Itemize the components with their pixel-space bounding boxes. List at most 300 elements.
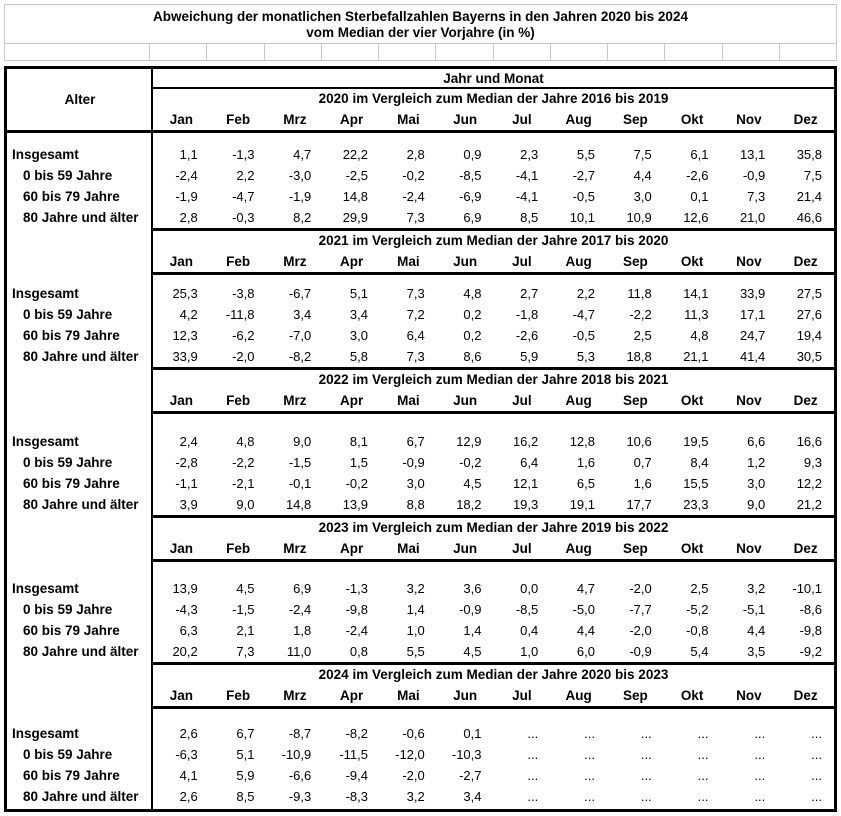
value-cell: 27,6	[796, 307, 822, 322]
page	[0, 4, 841, 816]
value-cell: 3,4	[463, 789, 482, 804]
value-cell: 6,4	[520, 455, 539, 470]
value-cell: 1,8	[293, 623, 312, 638]
value-cell: -4,1	[515, 168, 539, 183]
value-cell: 33,9	[172, 349, 198, 364]
value-cell: 14,1	[683, 286, 709, 301]
value-cell: 1,4	[463, 623, 482, 638]
gridline-cell	[779, 44, 836, 60]
month-label: Dez	[793, 112, 818, 127]
data-block-2020	[7, 133, 834, 228]
value-cell: -10,1	[792, 581, 822, 596]
row-label: Insgesamt	[12, 581, 79, 596]
value-cell: 6,1	[690, 147, 709, 162]
value-cell: 1,1	[179, 147, 198, 162]
row-label: 60 bis 79 Jahre	[23, 623, 120, 638]
value-cell: -8,5	[459, 168, 482, 183]
section-title-2024: 2024 im Vergleich zum Median der Jahre 2020 bis 2023	[318, 667, 669, 682]
value-cell: 3,2	[406, 581, 425, 596]
month-label: Nov	[736, 541, 762, 556]
value-cell: -7,7	[629, 602, 652, 617]
gridline-cell	[378, 44, 435, 60]
value-cell: 8,5	[236, 789, 255, 804]
value-cell: 21,0	[739, 210, 766, 225]
month-label: Nov	[736, 393, 762, 408]
value-cell: -2,4	[288, 602, 312, 617]
row-label: 0 bis 59 Jahre	[23, 455, 113, 470]
value-cell: 11,3	[684, 307, 709, 322]
section-title-2021: 2021 im Vergleich zum Median der Jahre 2017 bis 2020	[318, 233, 669, 248]
value-cell: -2,4	[402, 189, 425, 204]
month-label: Sep	[622, 541, 648, 556]
value-cell: -9,8	[799, 623, 822, 638]
value-cell: -3,0	[288, 168, 312, 183]
value-cell: -5,0	[572, 602, 595, 617]
value-cell: 19,3	[512, 497, 539, 512]
value-cell: 22,2	[342, 147, 368, 162]
gridline-cell	[493, 44, 550, 60]
value-cell: 4,4	[633, 168, 652, 183]
month-label: Aug	[565, 541, 592, 556]
value-cell: -0,5	[572, 328, 595, 343]
value-cell: 7,3	[406, 210, 425, 225]
value-cell: 9,0	[236, 497, 255, 512]
value-cell: 8,8	[406, 497, 425, 512]
value-cell: ...	[754, 789, 766, 804]
value-cell: 6,3	[179, 623, 198, 638]
value-cell: 3,4	[349, 307, 368, 322]
value-cell: 7,3	[406, 286, 425, 301]
month-label: Jun	[453, 112, 478, 127]
table-row	[7, 786, 834, 807]
value-cell: 3,0	[633, 189, 652, 204]
value-cell: 17,7	[626, 497, 652, 512]
value-cell: ...	[754, 747, 766, 762]
value-cell: -2,0	[232, 349, 255, 364]
value-cell: 4,5	[463, 476, 482, 491]
value-cell: 9,0	[747, 497, 766, 512]
row-label: 0 bis 59 Jahre	[23, 168, 113, 183]
value-cell: 11,0	[286, 644, 312, 659]
value-cell: ...	[640, 768, 652, 783]
value-cell: -2,2	[629, 307, 652, 322]
value-cell: -2,5	[345, 168, 368, 183]
month-label: Okt	[680, 688, 704, 703]
section-head-2021	[153, 228, 834, 275]
value-cell: -0,6	[402, 726, 425, 741]
value-cell: 0,2	[463, 307, 482, 322]
value-cell: 10,9	[626, 210, 652, 225]
value-cell: 4,1	[179, 768, 198, 783]
months-row	[153, 109, 834, 130]
table-row	[7, 765, 834, 786]
value-cell: 2,2	[576, 286, 595, 301]
value-cell: -2,0	[629, 623, 652, 638]
table-row	[7, 744, 834, 765]
value-cell: -5,2	[686, 602, 709, 617]
month-label: Sep	[622, 688, 648, 703]
gridline-cell	[435, 44, 492, 60]
table-row	[7, 578, 834, 599]
age-column-divider	[151, 69, 153, 809]
table-row	[7, 494, 834, 515]
value-cell: -4,7	[572, 307, 595, 322]
data-block-2024	[7, 709, 834, 807]
table-row	[7, 144, 834, 165]
section-head-2023	[153, 515, 834, 562]
value-cell: 1,0	[406, 623, 425, 638]
value-cell: 0,1	[463, 726, 482, 741]
section-title-2023: 2023 im Vergleich zum Median der Jahre 2019 bis 2022	[318, 520, 669, 535]
value-cell: -0,3	[232, 210, 255, 225]
month-label: Mai	[397, 393, 420, 408]
value-cell: 0,0	[520, 581, 539, 596]
value-cell: ...	[584, 768, 595, 783]
value-cell: 18,2	[456, 497, 482, 512]
value-cell: 0,4	[520, 623, 539, 638]
value-cell: -9,8	[345, 602, 368, 617]
value-cell: -0,2	[459, 455, 482, 470]
month-label: Okt	[680, 393, 704, 408]
value-cell: -2,1	[232, 476, 255, 491]
month-label: Nov	[736, 688, 762, 703]
value-cell: ...	[754, 768, 766, 783]
month-label: Apr	[340, 541, 364, 556]
value-cell: 13,1	[739, 147, 766, 162]
value-cell: 21,4	[796, 189, 822, 204]
value-cell: 3,0	[406, 476, 425, 491]
value-cell: ...	[697, 768, 709, 783]
table-row	[7, 325, 834, 346]
value-cell: -0,2	[345, 476, 368, 491]
value-cell: 9,0	[293, 434, 312, 449]
value-cell: -1,9	[175, 189, 198, 204]
value-cell: -8,6	[799, 602, 822, 617]
value-cell: -6,9	[459, 189, 482, 204]
value-cell: 6,7	[236, 726, 255, 741]
month-label: Mrz	[283, 393, 307, 408]
month-label: Jul	[512, 254, 532, 269]
value-cell: 1,0	[520, 644, 539, 659]
section-title-2022: 2022 im Vergleich zum Median der Jahre 2018 bis 2021	[318, 372, 669, 387]
gridline-cell	[149, 44, 206, 60]
value-cell: 7,2	[406, 307, 425, 322]
value-cell: 3,6	[463, 581, 482, 596]
value-cell: 29,9	[342, 210, 368, 225]
month-label: Jan	[169, 541, 193, 556]
value-cell: -9,2	[799, 644, 822, 659]
month-label: Mrz	[283, 254, 307, 269]
value-cell: -0,9	[402, 455, 425, 470]
value-cell: 12,1	[512, 476, 539, 491]
value-cell: 4,2	[179, 307, 198, 322]
value-cell: 2,2	[236, 168, 255, 183]
row-label: 60 bis 79 Jahre	[23, 768, 120, 783]
value-cell: -10,3	[451, 747, 482, 762]
value-cell: 2,8	[179, 210, 198, 225]
month-label: Jun	[453, 254, 478, 269]
value-cell: -2,6	[515, 328, 539, 343]
value-cell: ...	[527, 768, 539, 783]
month-label: Feb	[226, 688, 251, 703]
value-cell: -2,4	[175, 168, 198, 183]
month-label: Aug	[565, 112, 592, 127]
value-cell: -8,2	[345, 726, 368, 741]
value-cell: ...	[584, 789, 595, 804]
month-label: Sep	[622, 254, 648, 269]
value-cell: ...	[527, 789, 539, 804]
value-cell: 12,3	[172, 328, 198, 343]
value-cell: 6,9	[463, 210, 482, 225]
mortality-table	[4, 66, 837, 812]
table-row	[7, 186, 834, 207]
spreadsheet-gridline-row	[4, 44, 837, 61]
row-label: 0 bis 59 Jahre	[23, 747, 113, 762]
value-cell: 3,0	[747, 476, 766, 491]
month-label: Okt	[680, 254, 704, 269]
value-cell: 6,5	[576, 476, 595, 491]
value-cell: -2,0	[629, 581, 652, 596]
month-label: Sep	[622, 393, 648, 408]
row-label: 0 bis 59 Jahre	[23, 602, 113, 617]
value-cell: -9,4	[345, 768, 368, 783]
month-label: Nov	[736, 254, 762, 269]
value-cell: 19,5	[683, 434, 709, 449]
value-cell: 2,5	[633, 328, 652, 343]
value-cell: 6,4	[406, 328, 425, 343]
gridline-cell	[5, 44, 149, 60]
value-cell: -1,9	[288, 189, 312, 204]
value-cell: 4,7	[576, 581, 595, 596]
value-cell: 2,5	[690, 581, 709, 596]
value-cell: -0,5	[572, 189, 595, 204]
table-row	[7, 346, 834, 367]
value-cell: -4,7	[232, 189, 255, 204]
table-row	[7, 620, 834, 641]
gridline-cell	[664, 44, 721, 60]
value-cell: -6,3	[175, 747, 198, 762]
value-cell: -4,1	[515, 189, 539, 204]
month-label: Feb	[226, 254, 251, 269]
value-cell: 1,6	[633, 476, 652, 491]
table-row	[7, 207, 834, 228]
value-cell: ...	[527, 747, 539, 762]
months-row	[153, 390, 834, 411]
value-cell: -0,9	[629, 644, 652, 659]
value-cell: -8,7	[288, 726, 312, 741]
value-cell: 14,8	[285, 497, 312, 512]
month-label: Apr	[340, 112, 364, 127]
value-cell: ...	[584, 747, 595, 762]
table-row	[7, 283, 834, 304]
value-cell: 0,9	[463, 147, 482, 162]
value-cell: 2,1	[236, 623, 255, 638]
value-cell: 3,2	[406, 789, 425, 804]
value-cell: -3,8	[232, 286, 255, 301]
value-cell: ...	[527, 726, 539, 741]
value-cell: 19,1	[569, 497, 595, 512]
month-label: Aug	[565, 688, 592, 703]
month-label: Feb	[226, 112, 251, 127]
value-cell: 5,9	[236, 768, 255, 783]
value-cell: -11,8	[225, 307, 255, 322]
value-cell: 2,4	[179, 434, 198, 449]
row-label: 80 Jahre und älter	[23, 349, 139, 364]
month-label: Jun	[453, 688, 478, 703]
month-label: Apr	[340, 254, 364, 269]
data-block-2022	[7, 414, 834, 515]
table-row	[7, 452, 834, 473]
value-cell: -8,3	[345, 789, 368, 804]
value-cell: 7,3	[236, 644, 255, 659]
value-cell: 11,8	[627, 286, 652, 301]
value-cell: 16,2	[512, 434, 539, 449]
title-line-1: Abweichung der monatlichen Sterbefallzahlen Bayerns in den Jahren 2020 bis 2024	[153, 9, 688, 24]
value-cell: -6,6	[288, 768, 312, 783]
value-cell: -0,1	[288, 476, 312, 491]
value-cell: -1,8	[515, 307, 539, 322]
value-cell: 7,3	[406, 349, 425, 364]
value-cell: ...	[811, 726, 822, 741]
value-cell: ...	[640, 726, 652, 741]
value-cell: -2,6	[686, 168, 709, 183]
value-cell: 15,5	[683, 476, 709, 491]
value-cell: -0,9	[459, 602, 482, 617]
month-label: Mrz	[283, 112, 307, 127]
value-cell: 0,1	[690, 189, 709, 204]
value-cell: -2,7	[572, 168, 595, 183]
row-label: Insgesamt	[12, 286, 79, 301]
sections-container	[7, 133, 834, 807]
value-cell: 13,9	[172, 581, 198, 596]
value-cell: 7,3	[747, 189, 766, 204]
value-cell: 21,1	[683, 349, 709, 364]
value-cell: 4,4	[576, 623, 595, 638]
value-cell: 4,8	[236, 434, 255, 449]
value-cell: 4,4	[747, 623, 766, 638]
value-cell: -0,2	[402, 168, 425, 183]
value-cell: 7,5	[803, 168, 822, 183]
value-cell: -0,8	[686, 623, 709, 638]
value-cell: 12,6	[683, 210, 709, 225]
section-title-2020: 2020 im Vergleich zum Median der Jahre 2016 bis 2019	[318, 91, 669, 106]
row-label: Insgesamt	[12, 147, 79, 162]
month-label: Mrz	[283, 688, 307, 703]
value-cell: 10,1	[569, 210, 595, 225]
value-cell: 33,9	[739, 286, 766, 301]
month-label: Apr	[340, 688, 364, 703]
value-cell: ...	[697, 726, 709, 741]
value-cell: 3,0	[349, 328, 368, 343]
value-cell: 35,8	[796, 147, 822, 162]
value-cell: 3,9	[179, 497, 198, 512]
value-cell: -4,3	[175, 602, 198, 617]
value-cell: 6,9	[293, 581, 312, 596]
month-label: Jan	[169, 393, 193, 408]
value-cell: 21,2	[796, 497, 822, 512]
value-cell: ...	[697, 747, 709, 762]
value-cell: ...	[754, 726, 766, 741]
value-cell: ...	[811, 789, 822, 804]
value-cell: 6,6	[747, 434, 766, 449]
value-cell: 12,2	[796, 476, 822, 491]
value-cell: 6,7	[406, 434, 425, 449]
value-cell: -0,9	[742, 168, 766, 183]
value-cell: 12,9	[456, 434, 482, 449]
row-label: 0 bis 59 Jahre	[23, 307, 113, 322]
month-label: Mai	[397, 254, 420, 269]
value-cell: 5,3	[576, 349, 595, 364]
value-cell: 41,4	[739, 349, 766, 364]
row-label: 60 bis 79 Jahre	[23, 328, 120, 343]
value-cell: 8,2	[293, 210, 312, 225]
value-cell: 16,6	[796, 434, 822, 449]
value-cell: -9,3	[288, 789, 312, 804]
row-label: 80 Jahre und älter	[23, 644, 139, 659]
month-label: Jun	[453, 393, 478, 408]
value-cell: ...	[640, 789, 652, 804]
table-row	[7, 165, 834, 186]
value-cell: 1,6	[576, 455, 595, 470]
value-cell: 3,2	[747, 581, 766, 596]
value-cell: -1,1	[175, 476, 198, 491]
table-header	[7, 69, 834, 133]
month-label: Jul	[512, 688, 532, 703]
value-cell: 5,9	[520, 349, 539, 364]
gridline-cell	[264, 44, 321, 60]
month-label: Mai	[397, 688, 420, 703]
value-cell: 2,3	[520, 147, 539, 162]
title-line-2: vom Median der vier Vorjahre (in %)	[306, 25, 535, 40]
value-cell: 17,1	[739, 307, 766, 322]
data-block-2023	[7, 562, 834, 662]
value-cell: -2,0	[402, 768, 425, 783]
month-label: Jul	[512, 112, 532, 127]
value-cell: -10,9	[281, 747, 312, 762]
value-cell: 2,6	[179, 726, 198, 741]
value-cell: -1,5	[288, 455, 312, 470]
row-label: Insgesamt	[12, 726, 79, 741]
value-cell: 0,7	[633, 455, 652, 470]
value-cell: 12,8	[569, 434, 595, 449]
row-label: 80 Jahre und älter	[23, 210, 139, 225]
months-row	[153, 251, 834, 272]
month-label: Apr	[340, 393, 364, 408]
month-header-block	[153, 69, 834, 130]
value-cell: 8,5	[520, 210, 539, 225]
value-cell: 1,5	[349, 455, 368, 470]
value-cell: -2,8	[175, 455, 198, 470]
value-cell: 5,1	[349, 286, 368, 301]
month-label: Jul	[512, 541, 532, 556]
value-cell: 4,8	[463, 286, 482, 301]
value-cell: -8,2	[288, 349, 312, 364]
value-cell: 2,8	[406, 147, 425, 162]
month-label: Jun	[453, 541, 478, 556]
month-label: Feb	[226, 541, 251, 556]
value-cell: -6,2	[232, 328, 255, 343]
year-month-header: Jahr und Monat	[153, 69, 834, 89]
value-cell: 30,5	[796, 349, 822, 364]
month-label: Okt	[680, 541, 704, 556]
value-cell: -5,1	[742, 602, 766, 617]
months-row	[153, 538, 834, 559]
month-label: Dez	[793, 254, 818, 269]
value-cell: -2,2	[232, 455, 255, 470]
row-label: 80 Jahre und älter	[23, 789, 139, 804]
value-cell: 3,5	[747, 644, 766, 659]
value-cell: -1,3	[232, 147, 255, 162]
